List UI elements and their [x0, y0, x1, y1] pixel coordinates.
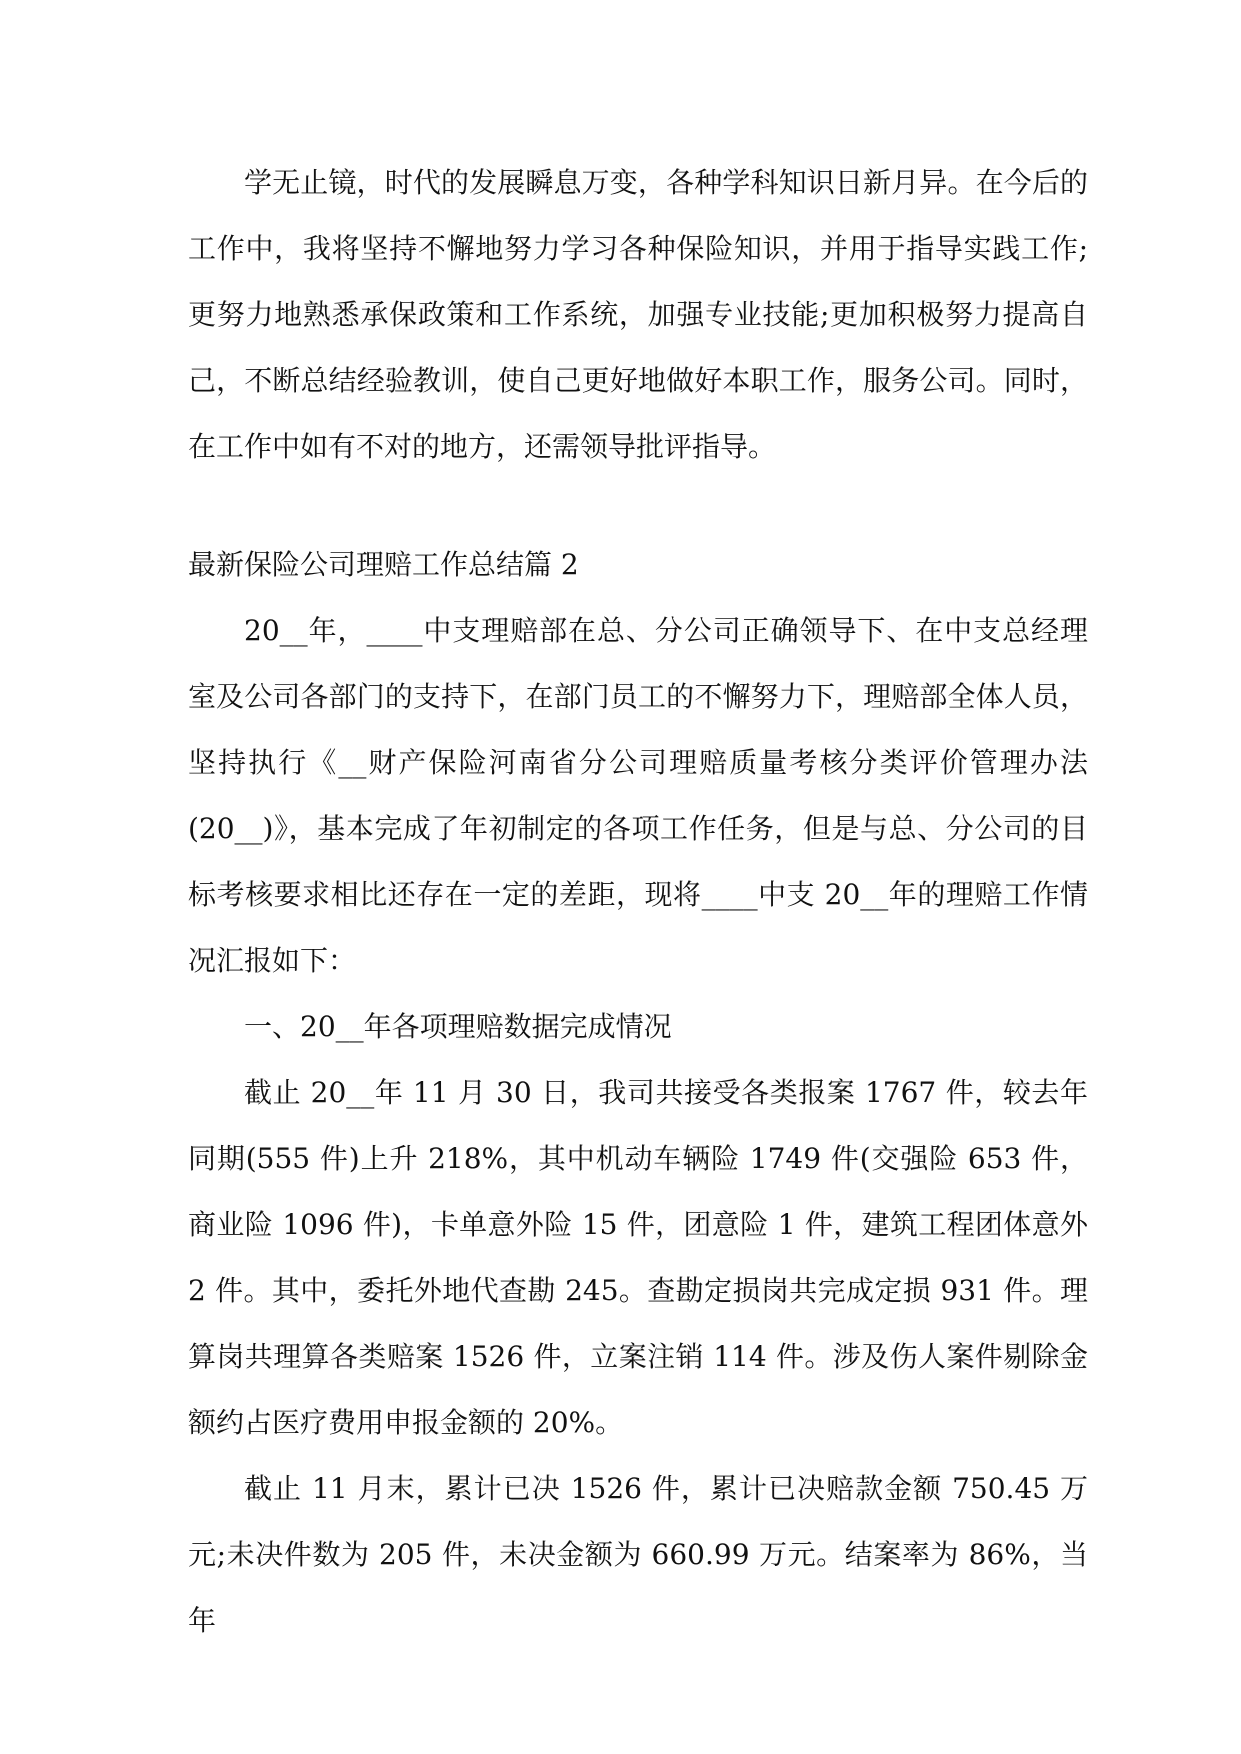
section-title: 最新保险公司理赔工作总结篇 2	[188, 548, 579, 581]
document-page	[188, 150, 1088, 1654]
paragraph-settlement-statistics: 截止 11 月末，累计已决 1526 件，累计已决赔款金额 750.45 万元;未决件数为 205 件，未决金额为 660.99 万元。结案率为 86%，当年	[188, 1472, 1088, 1637]
paragraph-study: 学无止镜，时代的发展瞬息万变，各种学科知识日新月异。在今后的工作中，我将坚持不懈地努力学习各种保险知识，并用于指导实践工作;更努力地熟悉承保政策和工作系统，加强专业技能;更加积极努力提高自己，不断总结经验教训，使自己更好地做好本职工作，服务公司。同时，在工作中如有不对的地方，还需领导批评指导。	[188, 166, 1088, 463]
paragraph-intro: 20__年，____中支理赔部在总、分公司正确领导下、在中支总经理室及公司各部门的支持下，在部门员工的不懈努力下，理赔部全体人员，坚持执行《__财产保险河南省分公司理赔质量考核分类评价管理办法(20__)》，基本完成了年初制定的各项工作任务，但是与总、分公司的目标考核要求相比还存在一定的差距，现将____中支 20__年的理赔工作情况汇报如下：	[188, 614, 1088, 977]
subheading-data-completion: 一、20__年各项理赔数据完成情况	[244, 1010, 672, 1043]
paragraph-case-statistics: 截止 20__年 11 月 30 日，我司共接受各类报案 1767 件，较去年同期(555 件)上升 218%，其中机动车辆险 1749 件(交强险 653 件，商业险 1096 件)，卡单意外险 15 件，团意险 1 件，建筑工程团体意外 2 件。其中，委托外地代查勘 245。查勘定损岗共完成定损 931 件。理算岗共理算各类赔案 1526 件，立案注销 114 件。涉及伤人案件剔除金额约占医疗费用申报金额的 20%。	[188, 1076, 1088, 1439]
